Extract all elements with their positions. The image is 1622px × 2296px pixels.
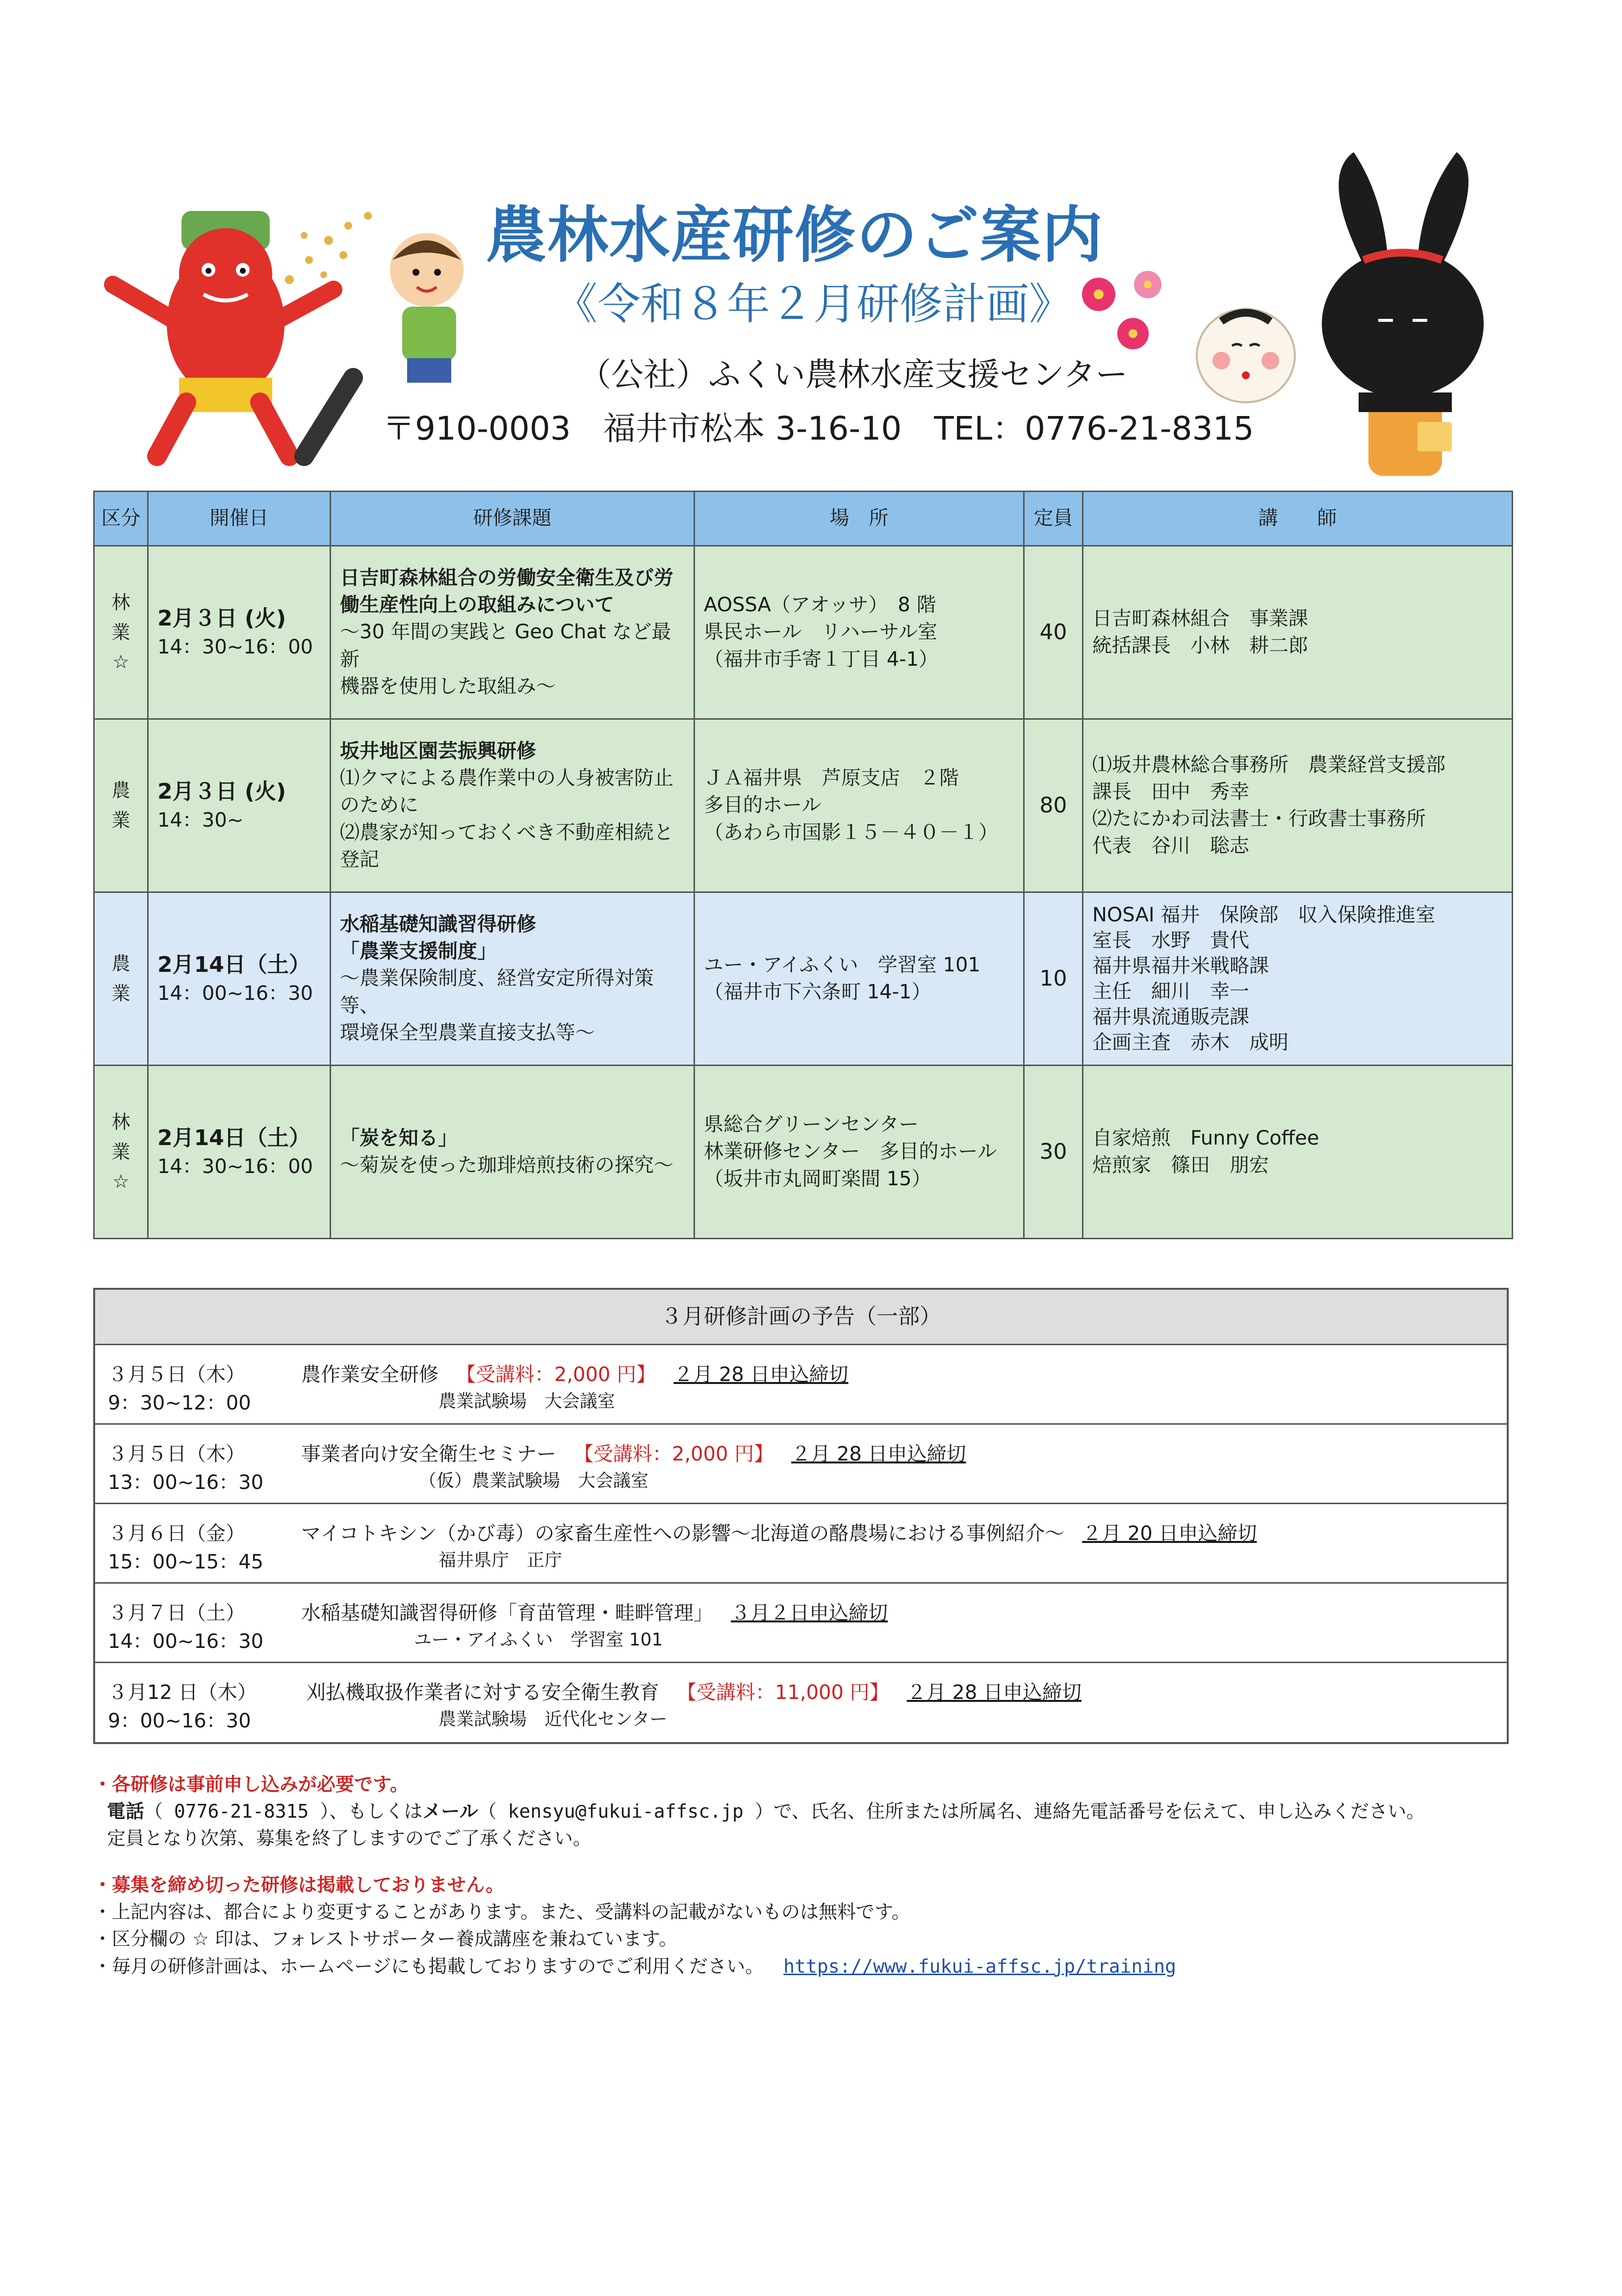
training-schedule-table	[93, 491, 1513, 1239]
event-time: 14：30~16：00	[157, 635, 313, 658]
division-char: 林	[111, 1111, 130, 1133]
division-cell	[94, 892, 148, 1066]
training-url-link[interactable]: https://www.fukui-affsc.jp/training	[783, 1955, 1176, 1977]
contact-rest: で、氏名、住所または所属名、連絡先電話番号を伝えて、申し込みください。	[773, 1800, 1425, 1823]
march-preview-heading: ３月研修計画の予告（一部）	[95, 1290, 1507, 1345]
beans-decoration	[275, 206, 402, 304]
lecturer-line: NOSAI 福井 保険部 収入保険推進室	[1092, 904, 1436, 926]
date-cell	[148, 892, 331, 1066]
event-date: 2月14日（土）	[157, 952, 310, 978]
table-header-row	[94, 492, 1513, 546]
place-line: 県民ホール リハーサル室	[704, 621, 937, 644]
march-title-line	[301, 1438, 966, 1466]
march-time: 9：00~16：30	[108, 1710, 251, 1732]
topic-line: ～農業保険制度、経営安定所得対策等、	[340, 967, 654, 1017]
march-date: ３月12 日（木）	[108, 1681, 257, 1704]
march-time: 14：00~16：30	[108, 1630, 264, 1653]
tel-number: （ 0776-21-8315 ）	[144, 1800, 330, 1823]
organization-address: 〒910-0003 福井市松本 3-16-10 TEL：0776-21-8315	[383, 410, 1254, 447]
contact-line	[93, 1798, 1516, 1825]
forest-supporter-star: ☆	[112, 651, 129, 673]
topic-line: ～30 年間の実践と Geo Chat など最新	[340, 621, 671, 671]
division-char: 業	[111, 1141, 130, 1163]
march-fee: 【受講料：11,000 円】	[677, 1681, 889, 1704]
event-date: 2月３日 (火)	[157, 606, 286, 631]
march-date: ３月５日（木）	[108, 1443, 245, 1465]
change-notice: ・上記内容は、都合により変更することがあります。また、受講料の記載がないものは無料です。	[93, 1901, 910, 1923]
lecturer-cell	[1083, 546, 1513, 719]
division-char: 農	[111, 780, 130, 802]
header-division: 区分	[94, 492, 148, 546]
event-time: 14：30~	[157, 809, 244, 832]
lecturer-line: 代表 谷川 聡志	[1092, 835, 1249, 858]
place-line: （あわら市国影１５－４０－１）	[704, 821, 998, 844]
event-date: 2月３日 (火)	[157, 779, 286, 805]
march-time: 9：30~12：00	[108, 1392, 251, 1414]
event-time: 14：30~16：00	[157, 1155, 313, 1178]
topic-cell	[331, 1066, 695, 1239]
closed-notice: ・募集を締め切った研修は掲載しておりません。	[93, 1874, 505, 1896]
march-deadline: ２月 28 日申込締切	[673, 1363, 849, 1386]
lecturer-line: 企画主査 赤木 成明	[1092, 1031, 1288, 1054]
capacity-cell: 40	[1024, 546, 1083, 719]
place-line: 多目的ホール	[704, 794, 822, 817]
march-title-line	[306, 1677, 1081, 1705]
lecturer-line: 焙煎家 篠田 朋宏	[1092, 1154, 1269, 1176]
organization-name: （公社）ふくい農林水産支援センター	[579, 356, 1128, 393]
club-icon	[304, 378, 353, 456]
lecturer-line: 課長 田中 秀幸	[1092, 780, 1249, 803]
place-line: （福井市下六条町 14-1）	[704, 981, 931, 1003]
table-row	[94, 892, 1513, 1066]
division-cell	[94, 546, 148, 719]
place-line: （坂井市丸岡町楽間 15）	[704, 1167, 931, 1190]
lecturer-cell	[1083, 892, 1513, 1066]
division-cell	[94, 1066, 148, 1239]
march-preview-box	[93, 1288, 1509, 1744]
lecturer-line: 日吉町森林組合 事業課	[1092, 607, 1308, 630]
event-date: 2月14日（土）	[157, 1125, 310, 1151]
march-title: 農作業安全研修	[301, 1363, 438, 1386]
list-item	[95, 1584, 1507, 1663]
topic-title: 水稲基礎知識習得研修	[340, 913, 536, 936]
homepage-text: ・毎月の研修計画は、ホームページにも掲載しておりますのでご利用ください。	[93, 1955, 764, 1977]
lecturer-line: ⑴坂井農林総合事務所 農業経営支援部	[1092, 753, 1445, 776]
lecturer-line: 福井県福井米戦略課	[1092, 955, 1269, 977]
topic-cell	[331, 892, 695, 1066]
march-time: 15：00~15：45	[108, 1551, 264, 1573]
table-row	[94, 1066, 1513, 1239]
march-title: 事業者向け安全衛生セミナー	[301, 1443, 556, 1465]
capacity-cell: 80	[1024, 719, 1083, 892]
homepage-notice	[93, 1953, 1516, 1980]
capacity-notice: 定員となり次第、募集を終了しますのでご了承ください。	[107, 1827, 592, 1850]
march-time: 13：00~16：30	[108, 1471, 264, 1494]
march-place: 福井県庁 正庁	[438, 1550, 563, 1570]
lecturer-line: 室長 水野 貴代	[1092, 929, 1249, 952]
march-fee: 【受講料：2,000 円】	[456, 1363, 656, 1386]
topic-title: 日吉町森林組合の労働安全衛生及び労働生産性向上の取組みについて	[340, 567, 673, 617]
march-place: 農業試験場 近代化センター	[438, 1709, 668, 1729]
topic-line: ～菊炭を使った珈琲焙煎技術の探究～	[340, 1154, 673, 1176]
mail-address: （ kensyu@fukui-affsc.jp ）	[478, 1800, 773, 1823]
topic-line: 環境保全型農業直接支払等～	[340, 1021, 595, 1044]
rabbit-mascot-illustration	[1300, 147, 1511, 481]
place-cell	[695, 719, 1024, 892]
place-line: （福井市手寄１丁目 4-1）	[704, 648, 939, 671]
list-item	[95, 1504, 1507, 1584]
header-place: 場 所	[695, 492, 1024, 546]
lecturer-line: 自家焙煎 Funny Coffee	[1092, 1126, 1319, 1149]
place-cell	[695, 546, 1024, 719]
topic-title: 坂井地区園芸振興研修	[340, 740, 536, 763]
march-title-line	[301, 1597, 888, 1625]
march-title: 水稲基礎知識習得研修「育苗管理・畦畔管理」	[301, 1602, 713, 1624]
topic-line: 機器を使用した取組み～	[340, 675, 556, 698]
march-title-line	[301, 1518, 1257, 1546]
division-char: 林	[111, 591, 130, 613]
header-topic: 研修課題	[331, 492, 695, 546]
place-line: 県総合グリーンセンター	[704, 1113, 919, 1136]
march-deadline: ２月 28 日申込締切	[791, 1443, 966, 1465]
march-place: ユー・アイふくい 学習室 101	[414, 1630, 663, 1650]
plum-flower-icon	[1082, 271, 1161, 349]
march-place: 農業試験場 大会議室	[438, 1391, 616, 1411]
topic-cell	[331, 719, 695, 892]
tel-label: 電話	[107, 1800, 145, 1823]
place-line: ＪＡ福井県 芦原支店 ２階	[704, 767, 959, 790]
header-date: 開催日	[148, 492, 331, 546]
table-row	[94, 719, 1513, 892]
star-notice: ・区分欄の ☆ 印は、フォレストサポーター養成講座を兼ねています。	[93, 1928, 678, 1950]
capacity-cell: 30	[1024, 1066, 1083, 1239]
lecturer-cell	[1083, 719, 1513, 892]
division-char: 業	[111, 809, 130, 831]
event-time: 14：00~16：30	[157, 982, 313, 1005]
lecturer-line: 主任 細川 幸一	[1092, 980, 1249, 1003]
date-cell	[148, 719, 331, 892]
topic-line: ⑴クマによる農作業中の人身被害防止のために	[340, 767, 673, 817]
lecturer-cell	[1083, 1066, 1513, 1239]
mail-label: メール	[422, 1800, 478, 1823]
topic-cell	[331, 546, 695, 719]
date-cell	[148, 546, 331, 719]
list-item	[95, 1663, 1507, 1743]
capacity-cell: 10	[1024, 892, 1083, 1066]
march-title-line	[301, 1359, 849, 1387]
place-line: AOSSA（アオッサ） 8 階	[704, 594, 936, 617]
place-line: ユー・アイふくい 学習室 101	[704, 953, 980, 976]
topic-line: ⑵農家が知っておくべき不動産相続と登記	[340, 821, 673, 871]
lecturer-line: ⑵たにかわ司法書士・行政書士事務所	[1092, 808, 1426, 830]
notes-section	[93, 1771, 1516, 1980]
division-char: 農	[111, 953, 130, 975]
place-line: 林業研修センター 多目的ホール	[704, 1140, 997, 1163]
page-title: 農林水産研修のご案内	[486, 200, 1104, 271]
division-char: 業	[111, 621, 130, 643]
forest-supporter-star: ☆	[112, 1171, 129, 1193]
okame-mask-illustration	[1187, 294, 1305, 412]
march-date: ３月６日（金）	[108, 1522, 245, 1545]
march-deadline: ３月２日申込締切	[731, 1602, 888, 1624]
list-item	[95, 1345, 1507, 1425]
lecturer-line: 統括課長 小林 耕二郎	[1092, 634, 1308, 657]
contact-or: 、もしくは	[329, 1800, 423, 1823]
lecturer-line: 福井県流通販売課	[1092, 1006, 1249, 1028]
date-cell	[148, 1066, 331, 1239]
division-cell	[94, 719, 148, 892]
place-cell	[695, 892, 1024, 1066]
march-title: 刈払機取扱作業者に対する安全衛生教育	[306, 1681, 659, 1704]
march-deadline: ２月 28 日申込締切	[906, 1681, 1082, 1704]
required-notice: ・各研修は事前申し込みが必要です。	[93, 1774, 409, 1795]
rabbit-mascot-icon	[1322, 152, 1484, 476]
page-subtitle: 《令和８年２月研修計画》	[554, 279, 1073, 329]
division-char: 業	[111, 983, 130, 1004]
header-capacity: 定員	[1024, 492, 1083, 546]
march-date: ３月５日（木）	[108, 1363, 245, 1386]
topic-title: 「炭を知る」	[340, 1126, 458, 1149]
march-date: ３月７日（土）	[108, 1602, 245, 1624]
place-cell	[695, 1066, 1024, 1239]
bean-icon	[285, 212, 372, 284]
march-place: （仮）農業試験場 大会議室	[419, 1471, 649, 1491]
header-lecturer: 講 師	[1083, 492, 1513, 546]
table-row	[94, 546, 1513, 719]
topic-line: 「農業支援制度」	[340, 940, 497, 963]
march-title: マイコトキシン（かび毒）の家畜生産性への影響～北海道の酪農場における事例紹介～	[301, 1522, 1065, 1545]
march-fee: 【受講料：2,000 円】	[574, 1443, 774, 1465]
march-deadline: ２月 20 日申込締切	[1082, 1522, 1257, 1545]
okame-mask-icon	[1197, 309, 1295, 402]
list-item	[95, 1425, 1507, 1504]
